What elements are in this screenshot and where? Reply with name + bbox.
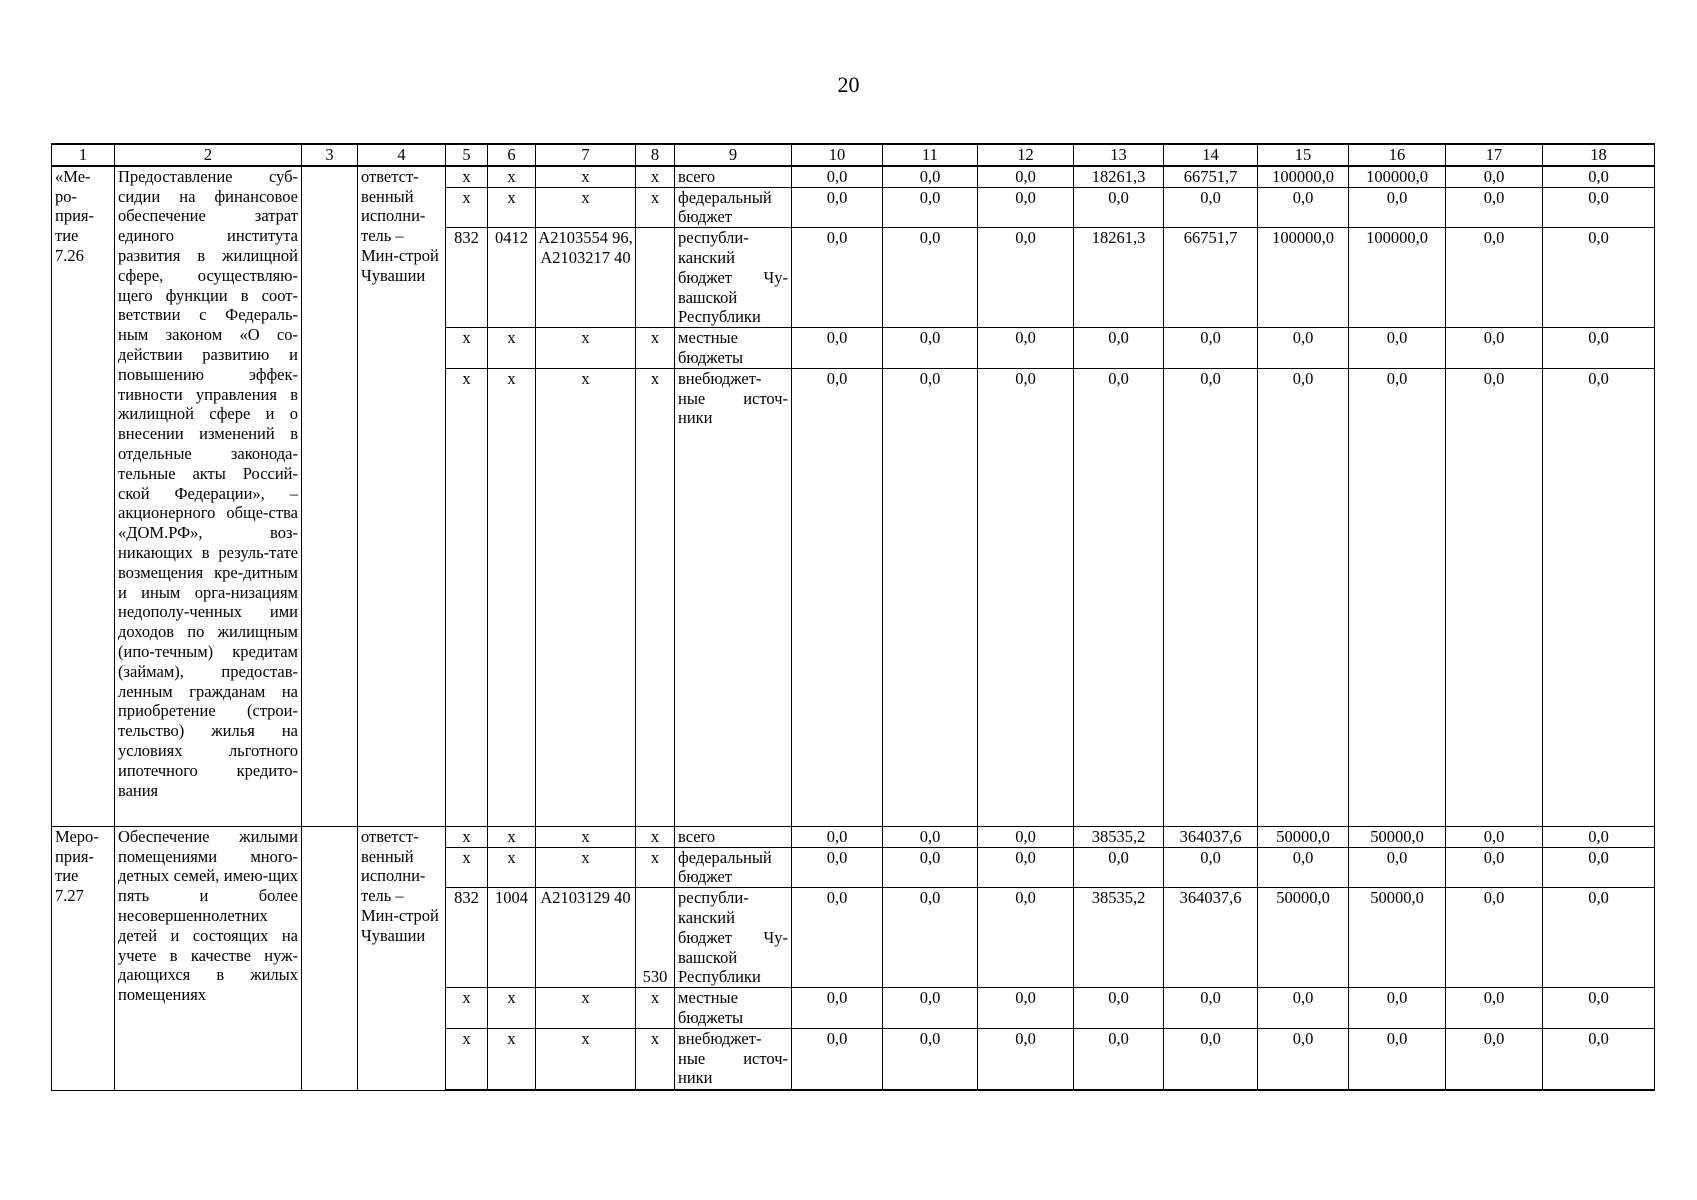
amount-cell: 0,0 [1543, 1028, 1655, 1090]
amount-cell: 50000,0 [1258, 826, 1349, 847]
amount-cell: 0,0 [883, 1028, 978, 1090]
amount-cell: 0,0 [1349, 988, 1446, 1029]
grbs-code: x [446, 847, 488, 888]
amount-cell: 0,0 [1349, 1028, 1446, 1090]
column-number-4: 4 [358, 144, 446, 166]
amount-cell: 0,0 [792, 826, 883, 847]
section-code: x [488, 368, 536, 826]
amount-cell: 0,0 [978, 166, 1074, 187]
section-code: x [488, 328, 536, 369]
column-number-1: 1 [52, 144, 115, 166]
amount-cell: 0,0 [1349, 328, 1446, 369]
amount-cell: 0,0 [1258, 988, 1349, 1029]
amount-cell: 18261,3 [1074, 166, 1164, 187]
amount-cell: 0,0 [1446, 328, 1543, 369]
column-3-cell [302, 166, 358, 826]
section-code: x [488, 988, 536, 1029]
funding-source: федеральный бюджет [675, 187, 792, 228]
column-number-13: 13 [1074, 144, 1164, 166]
target-article-code: A2103129 40 [536, 888, 636, 988]
section-code: x [488, 187, 536, 228]
amount-cell: 0,0 [1543, 888, 1655, 988]
amount-cell: 0,0 [1074, 328, 1164, 369]
amount-cell: 0,0 [1543, 228, 1655, 328]
amount-cell: 0,0 [1258, 328, 1349, 369]
amount-cell: 0,0 [792, 1028, 883, 1090]
measure-label: «Ме-ро-прия-тие 7.26 [52, 166, 115, 826]
amount-cell: 66751,7 [1164, 166, 1258, 187]
expense-type-code: x [636, 1028, 675, 1090]
amount-cell: 0,0 [1074, 187, 1164, 228]
grbs-code: x [446, 328, 488, 369]
section-code: x [488, 1028, 536, 1090]
amount-cell: 0,0 [792, 368, 883, 826]
amount-cell: 0,0 [792, 187, 883, 228]
amount-cell: 0,0 [1258, 847, 1349, 888]
amount-cell: 0,0 [1446, 368, 1543, 826]
amount-cell: 18261,3 [1074, 228, 1164, 328]
amount-cell: 0,0 [792, 847, 883, 888]
amount-cell: 0,0 [1258, 187, 1349, 228]
amount-cell: 50000,0 [1349, 888, 1446, 988]
expense-type-code: x [636, 368, 675, 826]
amount-cell: 0,0 [1164, 1028, 1258, 1090]
amount-cell: 0,0 [1349, 847, 1446, 888]
section-code: 1004 [488, 888, 536, 988]
amount-cell: 0,0 [1446, 187, 1543, 228]
amount-cell: 0,0 [1074, 1028, 1164, 1090]
amount-cell: 0,0 [1164, 847, 1258, 888]
expense-type-code: 530 [636, 888, 675, 988]
amount-cell: 0,0 [1543, 166, 1655, 187]
column-number-7: 7 [536, 144, 636, 166]
grbs-code: x [446, 166, 488, 187]
amount-cell: 364037,6 [1164, 888, 1258, 988]
responsible-executor: ответст-венный исполни-тель – Мин-строй Чувашии [358, 826, 446, 1090]
column-number-10: 10 [792, 144, 883, 166]
amount-cell: 0,0 [978, 368, 1074, 826]
expense-type-code: x [636, 187, 675, 228]
amount-cell: 0,0 [978, 847, 1074, 888]
amount-cell: 0,0 [883, 847, 978, 888]
target-article-code: x [536, 988, 636, 1029]
grbs-code: 832 [446, 888, 488, 988]
amount-cell: 0,0 [883, 826, 978, 847]
amount-cell: 50000,0 [1258, 888, 1349, 988]
amount-cell: 66751,7 [1164, 228, 1258, 328]
column-number-6: 6 [488, 144, 536, 166]
funding-source: республи-канский бюджет Чу-вашской Республики [675, 228, 792, 328]
amount-cell: 0,0 [1258, 1028, 1349, 1090]
amount-cell: 0,0 [1446, 228, 1543, 328]
target-article-code: x [536, 1028, 636, 1090]
amount-cell: 0,0 [1543, 988, 1655, 1029]
target-article-code: x [536, 328, 636, 369]
amount-cell: 0,0 [792, 888, 883, 988]
grbs-code: x [446, 1028, 488, 1090]
amount-cell: 0,0 [792, 228, 883, 328]
measure-label: Меро-прия-тие 7.27 [52, 826, 115, 1090]
amount-cell: 0,0 [1349, 187, 1446, 228]
header-row [52, 144, 1655, 166]
amount-cell: 0,0 [978, 187, 1074, 228]
amount-cell: 0,0 [883, 228, 978, 328]
table-row [52, 166, 1655, 187]
column-number-16: 16 [1349, 144, 1446, 166]
amount-cell: 0,0 [978, 1028, 1074, 1090]
responsible-executor: ответст-венный исполни-тель – Мин-строй Чувашии [358, 166, 446, 826]
column-number-18: 18 [1543, 144, 1655, 166]
amount-cell: 0,0 [978, 328, 1074, 369]
amount-cell: 100000,0 [1258, 166, 1349, 187]
amount-cell: 0,0 [792, 328, 883, 369]
column-number-5: 5 [446, 144, 488, 166]
amount-cell: 0,0 [978, 826, 1074, 847]
amount-cell: 0,0 [1164, 328, 1258, 369]
target-article-code: x [536, 166, 636, 187]
expense-type-code: x [636, 826, 675, 847]
expense-type-code: x [636, 166, 675, 187]
amount-cell: 0,0 [1543, 368, 1655, 826]
grbs-code: x [446, 368, 488, 826]
funding-source: всего [675, 826, 792, 847]
section-code: x [488, 826, 536, 847]
amount-cell: 38535,2 [1074, 826, 1164, 847]
expense-type-code: x [636, 328, 675, 369]
funding-source: внебюджет-ные источ-ники [675, 368, 792, 826]
section-code: 0412 [488, 228, 536, 328]
amount-cell: 0,0 [1543, 187, 1655, 228]
amount-cell: 0,0 [1074, 368, 1164, 826]
amount-cell: 0,0 [883, 368, 978, 826]
column-number-11: 11 [883, 144, 978, 166]
page-number: 20 [837, 72, 860, 97]
amount-cell: 0,0 [1543, 826, 1655, 847]
budget-table [51, 143, 1655, 1091]
amount-cell: 0,0 [1074, 847, 1164, 888]
amount-cell: 0,0 [1446, 826, 1543, 847]
column-number-12: 12 [978, 144, 1074, 166]
target-article-code: A2103554 96, A2103217 40 [536, 228, 636, 328]
amount-cell: 0,0 [978, 888, 1074, 988]
amount-cell: 0,0 [1446, 888, 1543, 988]
amount-cell: 0,0 [1074, 988, 1164, 1029]
amount-cell: 0,0 [1446, 847, 1543, 888]
column-number-14: 14 [1164, 144, 1258, 166]
funding-source: республи-канский бюджет Чу-вашской Республики [675, 888, 792, 988]
target-article-code: x [536, 847, 636, 888]
grbs-code: x [446, 826, 488, 847]
amount-cell: 0,0 [1258, 368, 1349, 826]
section-code: x [488, 166, 536, 187]
grbs-code: x [446, 988, 488, 1029]
amount-cell: 0,0 [1543, 328, 1655, 369]
amount-cell: 364037,6 [1164, 826, 1258, 847]
column-number-8: 8 [636, 144, 675, 166]
amount-cell: 0,0 [883, 187, 978, 228]
amount-cell: 50000,0 [1349, 826, 1446, 847]
target-article-code: x [536, 187, 636, 228]
grbs-code: x [446, 187, 488, 228]
amount-cell: 0,0 [1446, 988, 1543, 1029]
amount-cell: 0,0 [1164, 368, 1258, 826]
amount-cell: 100000,0 [1349, 166, 1446, 187]
funding-source: внебюджет-ные источ-ники [675, 1028, 792, 1090]
funding-source: федеральный бюджет [675, 847, 792, 888]
column-number-15: 15 [1258, 144, 1349, 166]
amount-cell: 0,0 [1543, 847, 1655, 888]
amount-cell: 0,0 [1164, 187, 1258, 228]
amount-cell: 0,0 [792, 166, 883, 187]
amount-cell: 38535,2 [1074, 888, 1164, 988]
target-article-code: x [536, 368, 636, 826]
amount-cell: 0,0 [1446, 166, 1543, 187]
expense-type-code [636, 228, 675, 328]
column-number-17: 17 [1446, 144, 1543, 166]
amount-cell: 0,0 [883, 328, 978, 369]
amount-cell: 0,0 [1164, 988, 1258, 1029]
amount-cell: 0,0 [1349, 368, 1446, 826]
grbs-code: 832 [446, 228, 488, 328]
column-number-3: 3 [302, 144, 358, 166]
column-number-9: 9 [675, 144, 792, 166]
column-3-cell [302, 826, 358, 1090]
amount-cell: 0,0 [978, 988, 1074, 1029]
amount-cell: 0,0 [883, 166, 978, 187]
funding-source: всего [675, 166, 792, 187]
funding-source: местные бюджеты [675, 328, 792, 369]
amount-cell: 0,0 [978, 228, 1074, 328]
table-row [52, 826, 1655, 847]
measure-description: Обеспечение жилыми помещениями много-детных семей, имею-щих пять и более несовершеннолетних детей и состоящих на учете в качестве нуж-дающихся в жилых помещениях [115, 826, 302, 1090]
amount-cell: 0,0 [883, 988, 978, 1029]
target-article-code: x [536, 826, 636, 847]
amount-cell: 100000,0 [1258, 228, 1349, 328]
measure-description: Предоставление суб-сидии на финансовое обеспечение затрат единого института развития в жилищной сфере, осуществляю-щего функции в соот-ветствии с Федераль-ным законом «О со-действии развитию и повышению эффек-тивности управления в жилищной сфере и о внесении изменений в отдельные законода-тельные акты Россий-ской Федерации», – акционерного обще-ства «ДОМ.РФ», воз-никающих в резуль-тате возмещения кре-дитным и иным орга-низациям недополу-ченных ими доходов по жилищным (ипо-течным) кредитам (займам), предостав-ленным гражданам на приобретение (строи-тельство) жилья на условиях льготного ипотечного кредито-вания [115, 166, 302, 826]
expense-type-code: x [636, 847, 675, 888]
amount-cell: 0,0 [792, 988, 883, 1029]
section-code: x [488, 847, 536, 888]
column-number-2: 2 [115, 144, 302, 166]
amount-cell: 0,0 [883, 888, 978, 988]
expense-type-code: x [636, 988, 675, 1029]
amount-cell: 0,0 [1446, 1028, 1543, 1090]
funding-source: местные бюджеты [675, 988, 792, 1029]
amount-cell: 100000,0 [1349, 228, 1446, 328]
